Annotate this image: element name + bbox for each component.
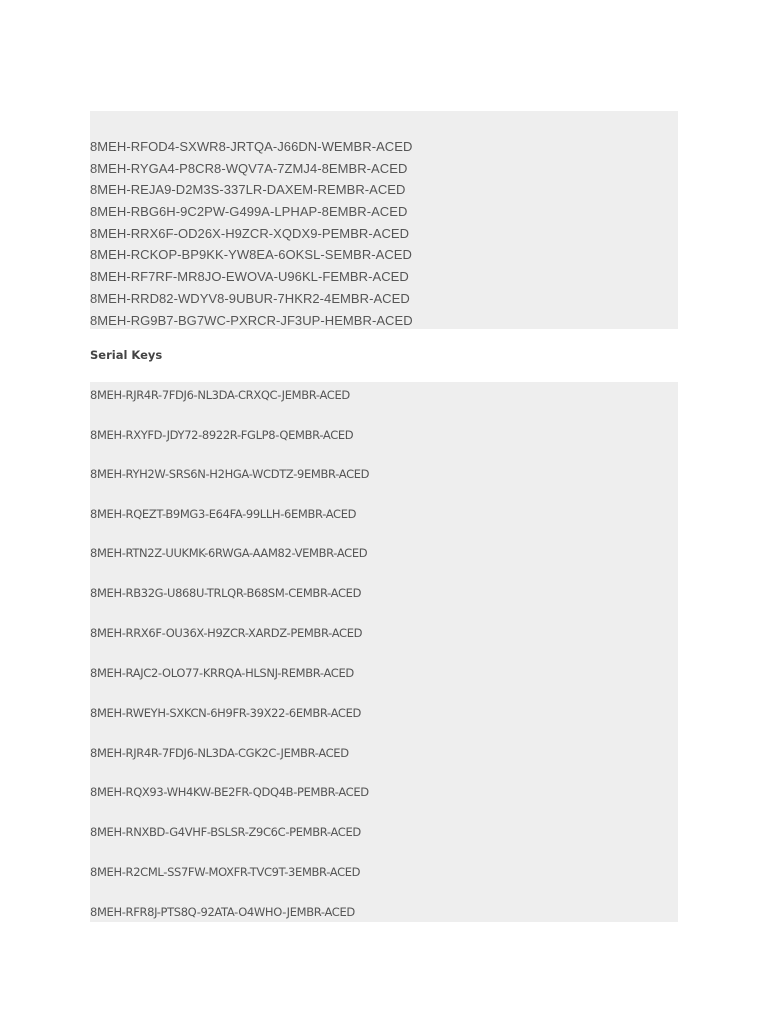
serial-key-row: 8MEH-RRX6F-OU36X-H9ZCR-XARDZ-PEMBR-ACED bbox=[90, 626, 363, 640]
activation-keys-block bbox=[90, 111, 678, 329]
key-row: 8MEH-RF7RF-MR8JO-EWOVA-U96KL-FEMBR-ACED bbox=[90, 269, 409, 285]
serial-key-row: 8MEH-RJR4R-7FDJ6-NL3DA-CGK2C-JEMBR-ACED bbox=[90, 746, 349, 760]
serial-key-row: 8MEH-RAJC2-OLO77-KRRQA-HLSNJ-REMBR-ACED bbox=[90, 666, 354, 680]
key-row: 8MEH-RG9B7-BG7WC-PXRCR-JF3UP-HEMBR-ACED bbox=[90, 312, 413, 328]
serial-key-row: 8MEH-RWEYH-SXKCN-6H9FR-39X22-6EMBR-ACED bbox=[90, 706, 362, 720]
key-row: 8MEH-RCKOP-BP9KK-YW8EA-6OKSL-SEMBR-ACED bbox=[90, 247, 412, 263]
serial-key-row: 8MEH-RNXBD-G4VHF-BSLSR-Z9C6C-PEMBR-ACED bbox=[90, 825, 361, 839]
serial-key-row: 8MEH-RQEZT-B9MG3-E64FA-99LLH-6EMBR-ACED bbox=[90, 507, 357, 521]
serial-key-row: 8MEH-R2CML-SS7FW-MOXFR-TVC9T-3EMBR-ACED bbox=[90, 865, 361, 879]
serial-key-row: 8MEH-RFR8J-PTS8Q-92ATA-O4WHO-JEMBR-ACED bbox=[90, 905, 355, 919]
serial-key-row: 8MEH-RXYFD-JDY72-8922R-FGLP8-QEMBR-ACED bbox=[90, 428, 354, 442]
serial-key-row: 8MEH-RYH2W-SRS6N-H2HGA-WCDTZ-9EMBR-ACED bbox=[90, 467, 370, 481]
key-row: 8MEH-REJA9-D2M3S-337LR-DAXEM-REMBR-ACED bbox=[90, 182, 406, 198]
key-row: 8MEH-RRD82-WDYV8-9UBUR-7HKR2-4EMBR-ACED bbox=[90, 290, 410, 306]
key-row: 8MEH-RYGA4-P8CR8-WQV7A-7ZMJ4-8EMBR-ACED bbox=[90, 160, 408, 176]
serial-key-row: 8MEH-RB32G-U868U-TRLQR-B68SM-CEMBR-ACED bbox=[90, 586, 362, 600]
key-row: 8MEH-RRX6F-OD26X-H9ZCR-XQDX9-PEMBR-ACED bbox=[90, 225, 410, 241]
serial-keys-heading: Serial Keys bbox=[90, 348, 163, 362]
serial-key-row: 8MEH-RQX93-WH4KW-BE2FR-QDQ4B-PEMBR-ACED bbox=[90, 785, 369, 799]
serial-keys-block bbox=[90, 382, 678, 922]
key-row: 8MEH-RFOD4-SXWR8-JRTQA-J66DN-WEMBR-ACED bbox=[90, 139, 413, 154]
key-row: 8MEH-RBG6H-9C2PW-G499A-LPHAP-8EMBR-ACED bbox=[90, 204, 408, 220]
serial-key-row: 8MEH-RTN2Z-UUKMK-6RWGA-AAM82-VEMBR-ACED bbox=[90, 546, 368, 560]
serial-key-row: 8MEH-RJR4R-7FDJ6-NL3DA-CRXQC-JEMBR-ACED bbox=[90, 388, 350, 402]
